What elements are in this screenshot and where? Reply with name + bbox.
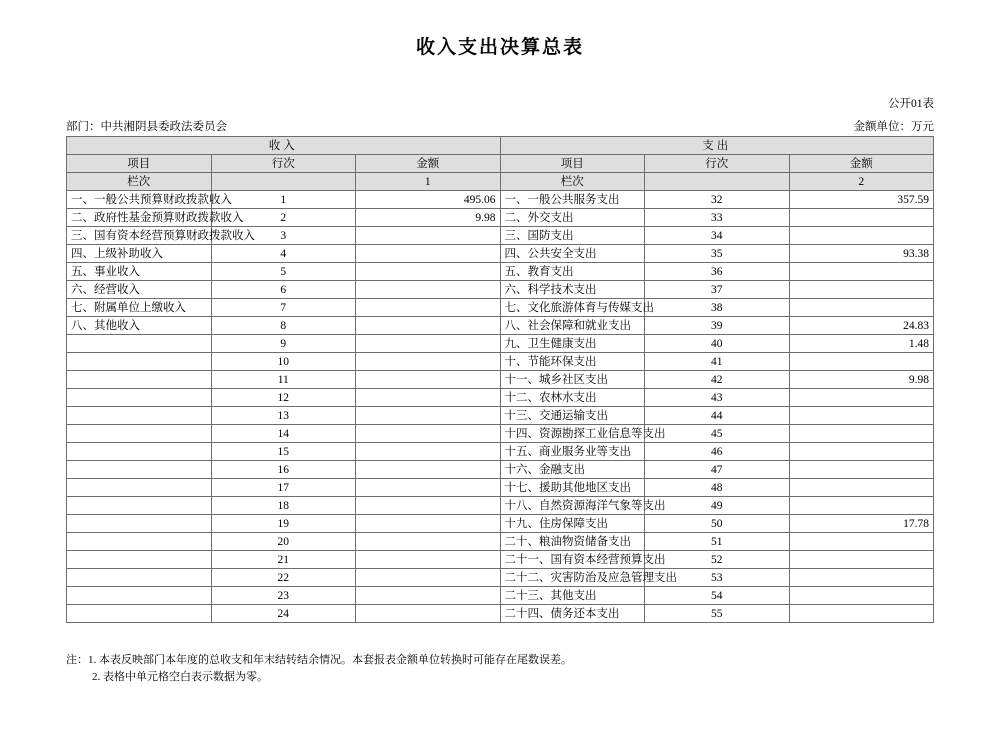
income-amount-19: [356, 515, 501, 533]
expenditure-amount-8-text: 24.83: [903, 319, 929, 332]
income-item-8-text: 八、其他收入: [71, 319, 140, 332]
expenditure-line-18-text: 49: [711, 499, 723, 512]
income-item-16: [67, 461, 212, 479]
expenditure-line-8-text: 39: [711, 319, 723, 332]
expenditure-line-10: [645, 353, 790, 371]
expenditure-line-2: [645, 209, 790, 227]
expenditure-item-2-text: 二、外交支出: [504, 211, 574, 224]
expenditure-line-20-text: 51: [711, 535, 723, 548]
income-item-4-text: 四、上级补助收入: [71, 247, 163, 260]
income-line-21-text: 21: [277, 553, 289, 566]
expenditure-line-11-text: 42: [711, 373, 723, 386]
expenditure-line-16-text: 47: [711, 463, 723, 476]
column-index-spacer-expenditure-line: [645, 173, 790, 191]
income-amount-18: [356, 497, 501, 515]
income-line-21: [211, 551, 356, 569]
income-item-2: [67, 209, 244, 227]
column-index-expenditure: 2: [789, 173, 934, 191]
income-item-13: [67, 407, 212, 425]
income-line-4-text: 4: [280, 247, 287, 260]
expenditure-line-16: [645, 461, 790, 479]
income-amount-5: [356, 263, 501, 281]
expenditure-line-1-text: 32: [711, 193, 723, 206]
expenditure-item-14: [500, 425, 666, 443]
expenditure-item-3-text: 三、国防支出: [504, 229, 574, 242]
income-item-10: [67, 353, 212, 371]
income-item-5-text: 五、事业收入: [71, 265, 140, 278]
column-header-income-line: 行次: [211, 155, 356, 173]
income-line-6: [211, 281, 356, 299]
expenditure-amount-10: [789, 353, 934, 371]
income-amount-14: [356, 425, 501, 443]
income-item-6: [67, 281, 212, 299]
expenditure-amount-14: [789, 425, 934, 443]
expenditure-line-4: [645, 245, 790, 263]
income-amount-1: [356, 191, 501, 209]
income-item-19: [67, 515, 212, 533]
income-item-7: [67, 299, 212, 317]
expenditure-line-15: [645, 443, 790, 461]
expenditure-amount-7: [789, 299, 934, 317]
table-row: [67, 479, 934, 497]
expenditure-amount-20: [789, 533, 934, 551]
expenditure-amount-6: [789, 281, 934, 299]
column-index-label-income: 栏次: [67, 173, 212, 191]
table-row: [67, 317, 934, 335]
table-row: [67, 227, 934, 245]
income-amount-2: [356, 209, 501, 227]
expenditure-line-20: [645, 533, 790, 551]
expenditure-item-3: [500, 227, 645, 245]
form-code-label: 公开01表: [888, 98, 934, 110]
expenditure-line-6: [645, 281, 790, 299]
table-row: [67, 443, 934, 461]
income-amount-24: [356, 605, 501, 623]
expenditure-item-11: [500, 371, 645, 389]
expenditure-line-6-text: 37: [711, 283, 723, 296]
expenditure-line-7: [645, 299, 790, 317]
income-line-23-text: 23: [277, 589, 289, 602]
income-line-17: [211, 479, 356, 497]
expenditure-item-12: [500, 389, 645, 407]
table-row: [67, 407, 934, 425]
income-line-9: [211, 335, 356, 353]
expenditure-item-8-text: 八、社会保障和就业支出: [504, 319, 631, 332]
expenditure-item-10: [500, 353, 645, 371]
expenditure-item-16-text: 十六、金融支出: [504, 463, 585, 476]
expenditure-line-12: [645, 389, 790, 407]
income-amount-22: [356, 569, 501, 587]
expenditure-line-1: [645, 191, 790, 209]
income-item-15: [67, 443, 212, 461]
expenditure-amount-23: [789, 587, 934, 605]
income-amount-16: [356, 461, 501, 479]
expenditure-line-2-text: 33: [711, 211, 723, 224]
income-line-14-text: 14: [277, 427, 289, 440]
income-line-7: [211, 299, 356, 317]
income-item-2-text: 二、政府性基金预算财政拨款收入: [71, 211, 244, 224]
expenditure-line-21: [645, 551, 790, 569]
income-line-9-text: 9: [280, 337, 287, 350]
expenditure-item-13-text: 十三、交通运输支出: [504, 409, 608, 422]
expenditure-amount-19-text: 17.78: [903, 517, 929, 530]
expenditure-line-5: [645, 263, 790, 281]
department-label: 部门：中共湘阴县委政法委员会: [66, 121, 227, 133]
income-item-14: [67, 425, 212, 443]
income-item-24: [67, 605, 212, 623]
expenditure-item-9: [500, 335, 645, 353]
expenditure-line-15-text: 46: [711, 445, 723, 458]
income-item-3-text: 三、国有资本经营预算财政拨款收入: [71, 229, 255, 242]
column-header-expenditure-line: 行次: [645, 155, 790, 173]
expenditure-item-4-text: 四、公共安全支出: [504, 247, 597, 260]
amount-unit-label: 金额单位：万元: [853, 121, 934, 133]
expenditure-line-14: [645, 425, 790, 443]
income-amount-13: [356, 407, 501, 425]
expenditure-item-13: [500, 407, 645, 425]
income-item-22: [67, 569, 212, 587]
expenditure-item-18-text: 十八、自然资源海洋气象等支出: [504, 499, 666, 512]
group-header-income: 收入: [67, 137, 501, 155]
expenditure-item-6-text: 六、科学技术支出: [504, 283, 597, 296]
income-amount-21: [356, 551, 501, 569]
table-row: [67, 353, 934, 371]
expenditure-item-22-text: 二十二、灾害防治及应急管理支出: [504, 571, 677, 584]
income-item-4: [67, 245, 212, 263]
table-row: [67, 533, 934, 551]
column-header-income-item: 项目: [67, 155, 212, 173]
table-column-header-row: [67, 155, 934, 173]
expenditure-item-7: [500, 299, 654, 317]
expenditure-line-12-text: 43: [711, 391, 723, 404]
income-item-7-text: 七、附属单位上缴收入: [71, 301, 186, 314]
table-row: [67, 515, 934, 533]
income-line-15: [211, 443, 356, 461]
expenditure-item-15: [500, 443, 645, 461]
expenditure-amount-5: [789, 263, 934, 281]
expenditure-line-19: [645, 515, 790, 533]
table-row: [67, 551, 934, 569]
expenditure-line-21-text: 52: [711, 553, 723, 566]
expenditure-item-23-text: 二十三、其他支出: [504, 589, 597, 602]
income-item-23: [67, 587, 212, 605]
expenditure-item-8: [500, 317, 645, 335]
income-amount-3: [356, 227, 501, 245]
income-line-1: [211, 191, 356, 209]
expenditure-line-9-text: 40: [711, 337, 723, 350]
table-row: [67, 497, 934, 515]
income-expenditure-table: [66, 136, 934, 623]
expenditure-amount-15: [789, 443, 934, 461]
income-item-9: [67, 335, 212, 353]
expenditure-item-22: [500, 569, 677, 587]
income-line-13: [211, 407, 356, 425]
expenditure-line-5-text: 36: [711, 265, 723, 278]
expenditure-amount-11: [789, 371, 934, 389]
income-amount-4: [356, 245, 501, 263]
income-line-5: [211, 263, 356, 281]
income-line-24: [211, 605, 356, 623]
expenditure-amount-9-text: 1.48: [908, 337, 929, 350]
expenditure-item-20: [500, 533, 645, 551]
expenditure-amount-22: [789, 569, 934, 587]
expenditure-amount-16: [789, 461, 934, 479]
income-amount-15: [356, 443, 501, 461]
expenditure-line-4-text: 35: [711, 247, 723, 260]
income-amount-17: [356, 479, 501, 497]
expenditure-line-10-text: 41: [711, 355, 723, 368]
table-row: [67, 569, 934, 587]
expenditure-line-13-text: 44: [711, 409, 723, 422]
expenditure-line-18: [645, 497, 790, 515]
table-row: [67, 281, 934, 299]
table-row: [67, 425, 934, 443]
income-item-21: [67, 551, 212, 569]
income-amount-11: [356, 371, 501, 389]
income-line-6-text: 6: [280, 283, 287, 296]
table-group-header-row: [67, 137, 934, 155]
expenditure-item-11-text: 十一、城乡社区支出: [504, 373, 608, 386]
page-title: 收入支出决算总表: [415, 37, 584, 58]
expenditure-line-17-text: 48: [711, 481, 723, 494]
income-line-8: [211, 317, 356, 335]
expenditure-line-19-text: 50: [711, 517, 723, 530]
expenditure-line-3: [645, 227, 790, 245]
expenditure-amount-19: [789, 515, 934, 533]
expenditure-item-10-text: 十、节能环保支出: [504, 355, 597, 368]
income-line-12-text: 12: [277, 391, 289, 404]
income-line-7-text: 7: [280, 301, 287, 314]
expenditure-item-15-text: 十五、商业服务业等支出: [504, 445, 631, 458]
income-item-6-text: 六、经营收入: [71, 283, 140, 296]
expenditure-item-19: [500, 515, 645, 533]
income-amount-23: [356, 587, 501, 605]
income-item-12: [67, 389, 212, 407]
income-item-8: [67, 317, 212, 335]
income-item-5: [67, 263, 212, 281]
expenditure-line-14-text: 45: [711, 427, 723, 440]
expenditure-item-9-text: 九、卫生健康支出: [504, 337, 597, 350]
expenditure-item-12-text: 十二、农林水支出: [504, 391, 597, 404]
expenditure-line-17: [645, 479, 790, 497]
income-line-14: [211, 425, 356, 443]
income-item-1: [67, 191, 232, 209]
expenditure-item-6: [500, 281, 645, 299]
expenditure-line-22-text: 53: [711, 571, 723, 584]
table-notes: [66, 652, 572, 686]
table-row: [67, 605, 934, 623]
expenditure-amount-24: [789, 605, 934, 623]
expenditure-amount-21: [789, 551, 934, 569]
expenditure-item-5: [500, 263, 645, 281]
expenditure-item-16: [500, 461, 645, 479]
expenditure-item-20-text: 二十、粮油物资储备支出: [504, 535, 631, 548]
table-column-index-row: [67, 173, 934, 191]
income-line-1-text: 1: [280, 193, 287, 206]
expenditure-amount-13: [789, 407, 934, 425]
expenditure-item-7-text: 七、文化旅游体育与传媒支出: [504, 301, 654, 314]
expenditure-amount-2: [789, 209, 934, 227]
income-line-18: [211, 497, 356, 515]
expenditure-item-19-text: 十九、住房保障支出: [504, 517, 608, 530]
income-line-3-text: 3: [280, 229, 287, 242]
expenditure-item-18: [500, 497, 666, 515]
expenditure-line-9: [645, 335, 790, 353]
expenditure-line-23: [645, 587, 790, 605]
expenditure-amount-4-text: 93.38: [903, 247, 929, 260]
income-amount-9: [356, 335, 501, 353]
income-line-8-text: 8: [280, 319, 287, 332]
column-index-income: 1: [356, 173, 501, 191]
expenditure-line-7-text: 38: [711, 301, 723, 314]
income-line-15-text: 15: [277, 445, 289, 458]
expenditure-amount-11-text: 9.98: [908, 373, 929, 386]
table-row: [67, 245, 934, 263]
income-item-11: [67, 371, 212, 389]
expenditure-item-1-text: 一、一般公共服务支出: [504, 193, 620, 206]
budget-table-container: [66, 136, 934, 623]
group-header-expenditure: 支出: [500, 137, 934, 155]
expenditure-amount-1-text: 357.59: [897, 193, 929, 206]
income-amount-10: [356, 353, 501, 371]
income-line-17-text: 17: [277, 481, 289, 494]
table-row: [67, 263, 934, 281]
expenditure-line-23-text: 54: [711, 589, 723, 602]
income-line-23: [211, 587, 356, 605]
income-line-19: [211, 515, 356, 533]
expenditure-amount-9: [789, 335, 934, 353]
expenditure-item-24: [500, 605, 645, 623]
income-line-16: [211, 461, 356, 479]
income-amount-12: [356, 389, 501, 407]
column-index-label-expenditure: 栏次: [500, 173, 645, 191]
table-row: [67, 587, 934, 605]
expenditure-amount-3: [789, 227, 934, 245]
column-index-spacer-income-line: [211, 173, 356, 191]
expenditure-line-13: [645, 407, 790, 425]
income-amount-7: [356, 299, 501, 317]
table-row: [67, 299, 934, 317]
expenditure-item-17: [500, 479, 645, 497]
income-item-17: [67, 479, 212, 497]
income-line-20: [211, 533, 356, 551]
expenditure-item-4: [500, 245, 645, 263]
column-header-income-amount: 金额: [356, 155, 501, 173]
income-line-5-text: 5: [280, 265, 287, 278]
expenditure-item-2: [500, 209, 645, 227]
expenditure-item-14-text: 十四、资源勘探工业信息等支出: [504, 427, 666, 440]
expenditure-amount-12: [789, 389, 934, 407]
income-item-20: [67, 533, 212, 551]
expenditure-item-1: [500, 191, 645, 209]
income-amount-8: [356, 317, 501, 335]
income-line-18-text: 18: [277, 499, 289, 512]
expenditure-line-24: [645, 605, 790, 623]
expenditure-item-24-text: 二十四、债务还本支出: [504, 607, 620, 620]
income-line-4: [211, 245, 356, 263]
income-line-10-text: 10: [277, 355, 289, 368]
table-row: [67, 335, 934, 353]
expenditure-amount-18: [789, 497, 934, 515]
expenditure-item-21: [500, 551, 666, 569]
income-line-24-text: 24: [277, 607, 289, 620]
expenditure-line-24-text: 55: [711, 607, 723, 620]
note-line-2: 2. 表格中单元格空白表示数据为零。: [92, 671, 268, 683]
expenditure-amount-8: [789, 317, 934, 335]
income-item-1-text: 一、一般公共预算财政拨款收入: [71, 193, 232, 206]
document-page: [0, 32, 1000, 738]
table-row: [67, 389, 934, 407]
column-header-expenditure-item: 项目: [500, 155, 645, 173]
expenditure-line-3-text: 34: [711, 229, 723, 242]
income-line-11-text: 11: [277, 373, 289, 386]
expenditure-amount-4: [789, 245, 934, 263]
expenditure-item-23: [500, 587, 645, 605]
column-header-expenditure-amount: 金额: [789, 155, 934, 173]
expenditure-amount-17: [789, 479, 934, 497]
table-row: [67, 209, 934, 227]
income-line-10: [211, 353, 356, 371]
expenditure-line-8: [645, 317, 790, 335]
income-line-2-text: 2: [280, 211, 287, 224]
table-row: [67, 191, 934, 209]
income-amount-1-text: 495.06: [463, 193, 496, 206]
income-item-18: [67, 497, 212, 515]
income-line-22-text: 22: [277, 571, 289, 584]
income-line-20-text: 20: [277, 535, 289, 548]
income-amount-20: [356, 533, 501, 551]
expenditure-item-21-text: 二十一、国有资本经营预算支出: [504, 553, 666, 566]
table-row: [67, 371, 934, 389]
income-line-22: [211, 569, 356, 587]
income-item-3: [67, 227, 255, 245]
meta-row: [66, 118, 934, 134]
income-line-13-text: 13: [277, 409, 289, 422]
income-amount-2-text: 9.98: [475, 211, 496, 224]
note-line-1: 注：1. 本表反映部门本年度的总收支和年末结转结余情况。本套报表金额单位转换时可能存在尾数误差。: [66, 654, 572, 666]
income-line-19-text: 19: [277, 517, 289, 530]
expenditure-item-17-text: 十七、援助其他地区支出: [504, 481, 631, 494]
expenditure-amount-1: [789, 191, 934, 209]
expenditure-item-5-text: 五、教育支出: [504, 265, 574, 278]
table-row: [67, 461, 934, 479]
income-line-16-text: 16: [277, 463, 289, 476]
income-line-12: [211, 389, 356, 407]
income-amount-6: [356, 281, 501, 299]
income-line-11: [211, 371, 356, 389]
expenditure-line-11: [645, 371, 790, 389]
